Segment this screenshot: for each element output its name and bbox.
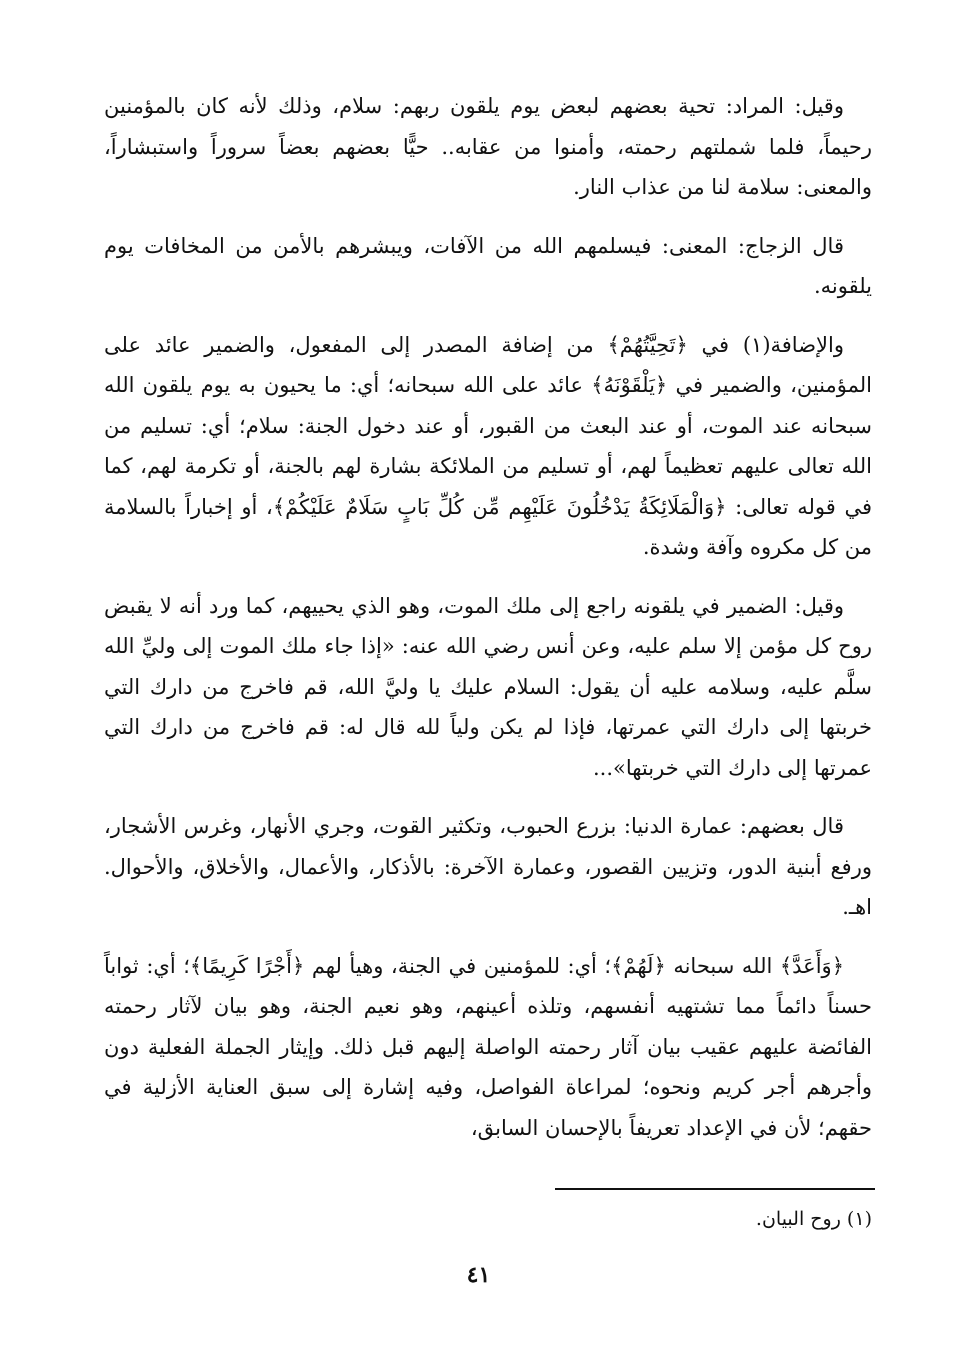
main-text [104, 86, 872, 1166]
footnote-divider [555, 1188, 875, 1190]
page-number: ٤١ [466, 1262, 491, 1288]
paragraph-5: قال بعضهم: عمارة الدنيا: بزرع الحبوب، وتكثير القوت، وجري الأنهار، وغرس الأشجار، ورفع أبنية الدور، وتزيين القصور، وعمارة الآخرة: بالأذكار، والأعمال، والأخلاق، والأحوال. اهـ. [104, 814, 872, 919]
paragraph-6: ﴿وَأَعَدَّ﴾ الله سبحانه ﴿لَهُمْ﴾؛ أي: للمؤمنين في الجنة، وهيأ لهم ﴿أَجْرًا كَرِيمًا﴾؛ أي: ثواباً حسناً دائماً مما تشتهيه أنفسهم، وتلذه أعينهم، وهو نعيم الجنة، وهو بيان لآثار رحمته الفائضة عليهم عقيب بيان آثار رحمته الواصلة إليهم قبل ذلك. وإيثار الجملة الفعلية دون وأجرهم أجر كريم ونحوه؛ لمراعاة الفواصل، وفيه إشارة إلى سبق العناية الأزلية في حقهم؛ لأن في الإعداد تعريفاً بالإحسان السابق، [104, 953, 872, 1140]
paragraph-2: قال الزجاج: المعنى: فيسلمهم الله من الآفات، ويبشرهم بالأمن من المخافات يوم يلقونه. [104, 233, 872, 298]
paragraph-1: وقيل: المراد: تحية بعضهم لبعض يوم يلقون ربهم: سلام، وذلك لأنه كان بالمؤمنين رحيماً، فلما شملتهم رحمته، وأمنوا من عقابه.. حيًّا بعضهم بعضاً سروراً واستبشاراً، والمعنى: سلامة لنا من عذاب النار. [104, 94, 872, 199]
footnote: (١) روح البيان. [755, 1208, 872, 1230]
paragraph-3: والإضافة(١) في ﴿تَحِيَّتُهُمْ﴾ من إضافة المصدر إلى المفعول، والضمير عائد على المؤمنين، والضمير في ﴿يَلْقَوْنَهُ﴾ عائد على الله سبحانه؛ أي: ما يحيون به يوم يلقون الله سبحانه عند الموت، أو عند البعث من القبور، أو عند دخول الجنة: سلام؛ أي: تسليم من الله تعالى عليهم تعظيماً لهم، أو تسليم من الملائكة بشارة لهم بالجنة، أو تكرمة لهم، كما في قوله تعالى: ﴿وَالْمَلَائِكَةُ يَدْخُلُونَ عَلَيْهِم مِّن كُلِّ بَابٍ سَلَامٌ عَلَيْكُمْ﴾، أو إخباراً بالسلامة من كل مكروه وآفة وشدة. [104, 332, 872, 559]
paragraph-4: وقيل: الضمير في يلقونه راجع إلى ملك الموت، وهو الذي يحييهم، كما ورد أنه لا يقبض روح كل مؤمن إلا سلم عليه، وعن أنس رضي الله عنه: «إذا جاء ملك الموت إلى وليِّ الله سلَّم عليه، وسلامه عليه أن يقول: السلام عليك يا وليَّ الله، قم فاخرج من دارك التي خربتها إلى دارك التي عمرتها، فإذا لم يكن ولياً لله قال له: قم فاخرج من دارك التي عمرتها إلى دارك التي خربتها»... [104, 593, 872, 780]
